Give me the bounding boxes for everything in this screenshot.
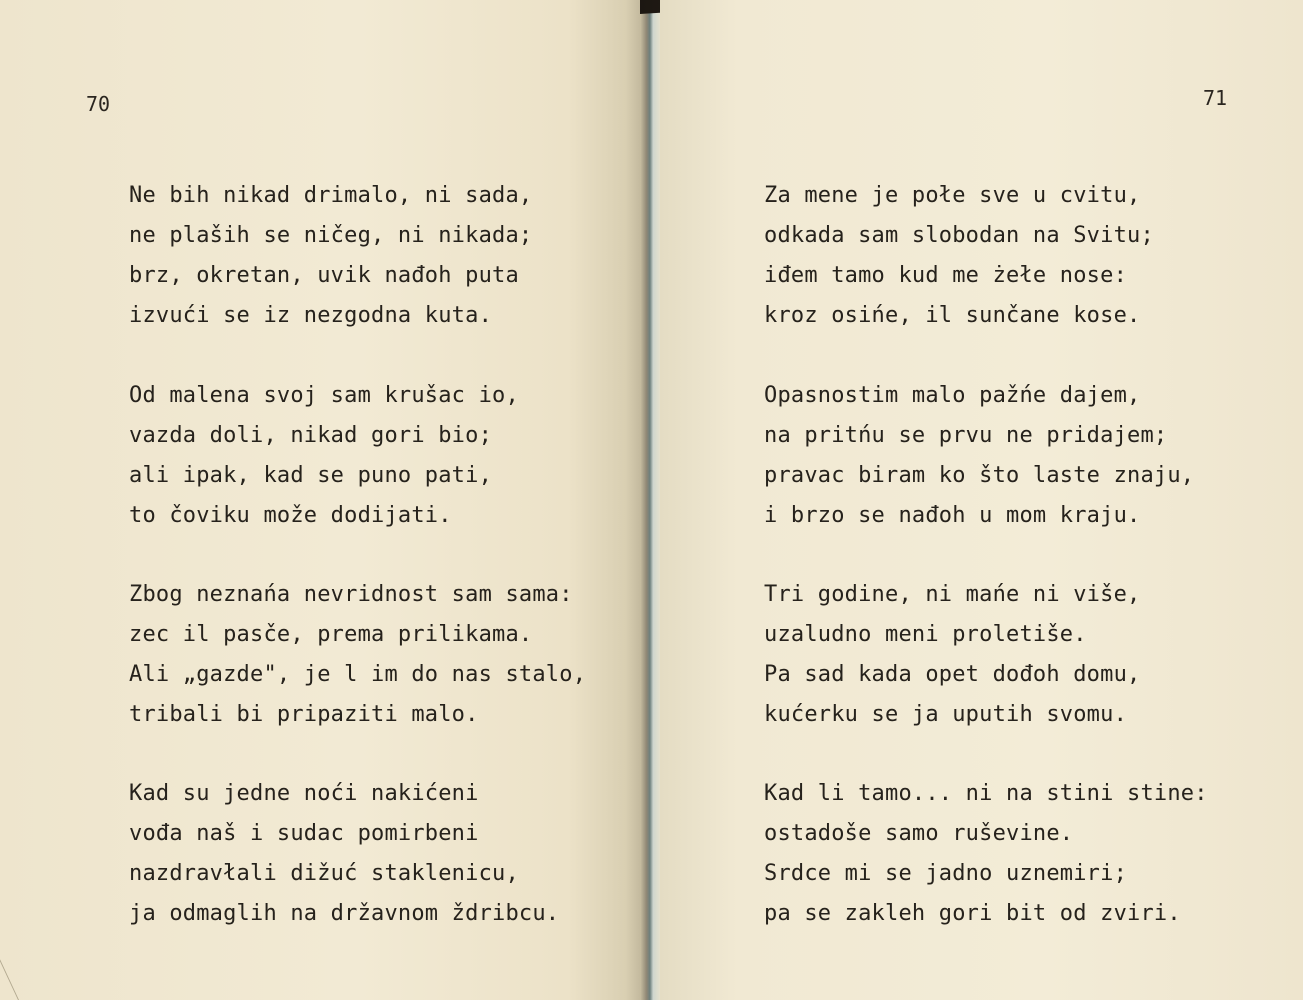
book-gutter — [640, 0, 662, 1000]
poem-line: Zbog neznańa nevridnost sam sama: — [129, 582, 573, 607]
poem-line: Za mene je połe sve u cvitu, — [764, 183, 1141, 208]
poem-line: Ali „gazde", je l im do nas stalo, — [129, 662, 587, 687]
poem-line: odkada sam slobodan na Svitu; — [764, 223, 1154, 248]
poem-line: na pritńu se prvu ne pridajem; — [764, 423, 1168, 448]
poem-line: i brzo se nađoh u mom kraju. — [764, 503, 1141, 528]
poem-line: to čoviku može dodijati. — [129, 503, 452, 528]
poem-line: pa se zakleh gori bit od zviri. — [764, 901, 1181, 926]
page-crease — [0, 940, 49, 1000]
poem-line: Opasnostim malo pažńe dajem, — [764, 383, 1141, 408]
stanza-left-1 — [129, 176, 532, 336]
poem-line: brz, okretan, uvik nađoh puta — [129, 263, 519, 288]
left-page — [0, 0, 645, 1000]
page-number-left: 70 — [86, 92, 111, 116]
poem-line: Srdce mi se jadno uznemiri; — [764, 861, 1128, 886]
poem-line: kroz osińe, il sunčane kose. — [764, 303, 1141, 328]
poem-line: zec il pasče, prema prilikama. — [129, 622, 533, 647]
poem-line: Tri godine, ni mańe ni više, — [764, 582, 1141, 607]
poem-line: tribali bi pripaziti malo. — [129, 702, 479, 727]
poem-line: ne plaših se ničeg, ni nikada; — [129, 223, 533, 248]
poem-line: uzaludno meni proletiše. — [764, 622, 1087, 647]
stanza-right-2 — [764, 376, 1194, 536]
poem-line: Kad su jedne noći nakićeni — [129, 781, 479, 806]
stanza-left-4 — [129, 774, 559, 934]
poem-line: Ne bih nikad drimalo, ni sada, — [129, 183, 533, 208]
poem-line: izvući se iz nezgodna kuta. — [129, 303, 493, 328]
poem-line: Kad li tamo... ni na stini stine: — [764, 781, 1208, 806]
stanza-right-1 — [764, 176, 1154, 336]
right-page — [660, 0, 1303, 1000]
poem-line: Pa sad kada opet dođoh domu, — [764, 662, 1141, 687]
poem-line: kućerku se ja uputih svomu. — [764, 702, 1128, 727]
stanza-right-3 — [764, 575, 1140, 735]
poem-line: ostadoše samo ruševine. — [764, 821, 1074, 846]
poem-line: nazdravłali dižuć staklenicu, — [129, 861, 519, 886]
poem-line: ja odmaglih na državnom ždribcu. — [129, 901, 560, 926]
stanza-right-4 — [764, 774, 1208, 934]
poem-line: pravac biram ko što laste znaju, — [764, 463, 1195, 488]
stanza-left-3 — [129, 575, 586, 735]
poem-line: vođa naš i sudac pomirbeni — [129, 821, 479, 846]
poem-line: vazda doli, nikad gori bio; — [129, 423, 493, 448]
poem-line: iđem tamo kud me żełe nose: — [764, 263, 1128, 288]
poem-line: ali ipak, kad se puno pati, — [129, 463, 493, 488]
poem-line: Od malena svoj sam krušac io, — [129, 383, 519, 408]
page-number-right: 71 — [1203, 86, 1228, 110]
stanza-left-2 — [129, 376, 519, 536]
